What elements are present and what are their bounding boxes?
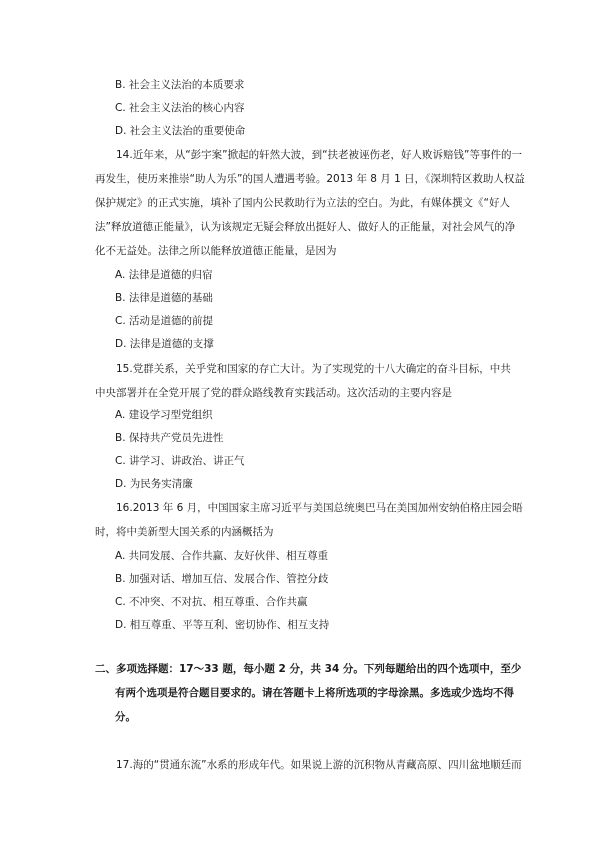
q15-option-b: B. 保持共产党员先进性 xyxy=(115,432,224,444)
section-2-heading-line-1: 二、多项选择题：17～33 题，每小题 2 分，共 34 分。下列每题给出的四个选项中，至少 xyxy=(95,663,522,675)
q16-option-a: A. 共同发展、合作共赢、友好伙伴、相互尊重 xyxy=(115,550,329,562)
q14-stem-line-4: 法”释放道德正能量》，认为该规定无疑会释放出挺好人、做好人的正能量，对社会风气的净 xyxy=(95,221,516,233)
q17-stem-line-1: 17.海的“贯通东流”水系的形成年代。如果说上游的沉积物从青藏高原、四川盆地顺廷而 xyxy=(116,759,522,771)
section-2-heading-line-2: 有两个选项是符合题目要求的。请在答题卡上将所选项的字母涂黑。多选或少选均不得 xyxy=(115,687,514,699)
q14-stem-line-2: 再发生，使历来推崇“助人为乐”的国人遭遇考验。2013 年 8 月 1 日，《深圳特区救助人权益 xyxy=(95,173,525,185)
q14-stem-line-5: 化不无益处。法律之所以能释放道德正能量，是因为 xyxy=(95,245,337,257)
q14-option-c: C. 活动是道德的前提 xyxy=(115,315,214,327)
q16-stem-line-2: 时，将中美新型大国关系的内涵概括为 xyxy=(95,526,274,538)
q15-stem-line-2: 中央部署并在全党开展了党的群众路线教育实践活动。这次活动的主要内容是 xyxy=(95,387,452,399)
q14-option-a: A. 法律是道德的归宿 xyxy=(115,269,213,281)
q15-option-d: D. 为民务实清廉 xyxy=(115,478,193,490)
q16-stem-line-1: 16.2013 年 6 月，中国国家主席习近平与美国总统奥巴马在美国加州安纳伯格庄园会晤 xyxy=(116,502,523,514)
q15-stem-line-1: 15.党群关系，关乎党和国家的存亡大计。为了实现党的十八大确定的奋斗目标，中共 xyxy=(116,363,511,375)
q13-option-d: D. 社会主义法治的重要使命 xyxy=(115,125,246,137)
q14-stem-line-1: 14.近年来，从“彭宇案”掀起的轩然大波，到“扶老被诬伤老，好人败诉赔钱”等事件的一 xyxy=(116,149,522,161)
q16-option-b: B. 加强对话、增加互信、发展合作、管控分歧 xyxy=(115,573,329,585)
section-2-heading-line-3: 分。 xyxy=(115,711,136,723)
q15-option-c: C. 讲学习、讲政治、讲正气 xyxy=(115,455,245,467)
q16-option-d: D. 相互尊重、平等互利、密切协作、相互支持 xyxy=(115,619,330,631)
q14-option-b: B. 法律是道德的基础 xyxy=(115,292,213,304)
q16-option-c: C. 不冲突、不对抗、相互尊重、合作共赢 xyxy=(115,596,308,608)
q13-option-b: B. 社会主义法治的本质要求 xyxy=(115,79,245,91)
q15-option-a: A. 建设学习型党组织 xyxy=(115,409,213,421)
q14-option-d: D. 法律是道德的支撑 xyxy=(115,338,214,350)
q14-stem-line-3: 保护规定》的正式实施，填补了国内公民救助行为立法的空白。为此，有媒体撰文《“好人 xyxy=(95,197,510,209)
q13-option-c: C. 社会主义法治的核心内容 xyxy=(115,102,245,114)
